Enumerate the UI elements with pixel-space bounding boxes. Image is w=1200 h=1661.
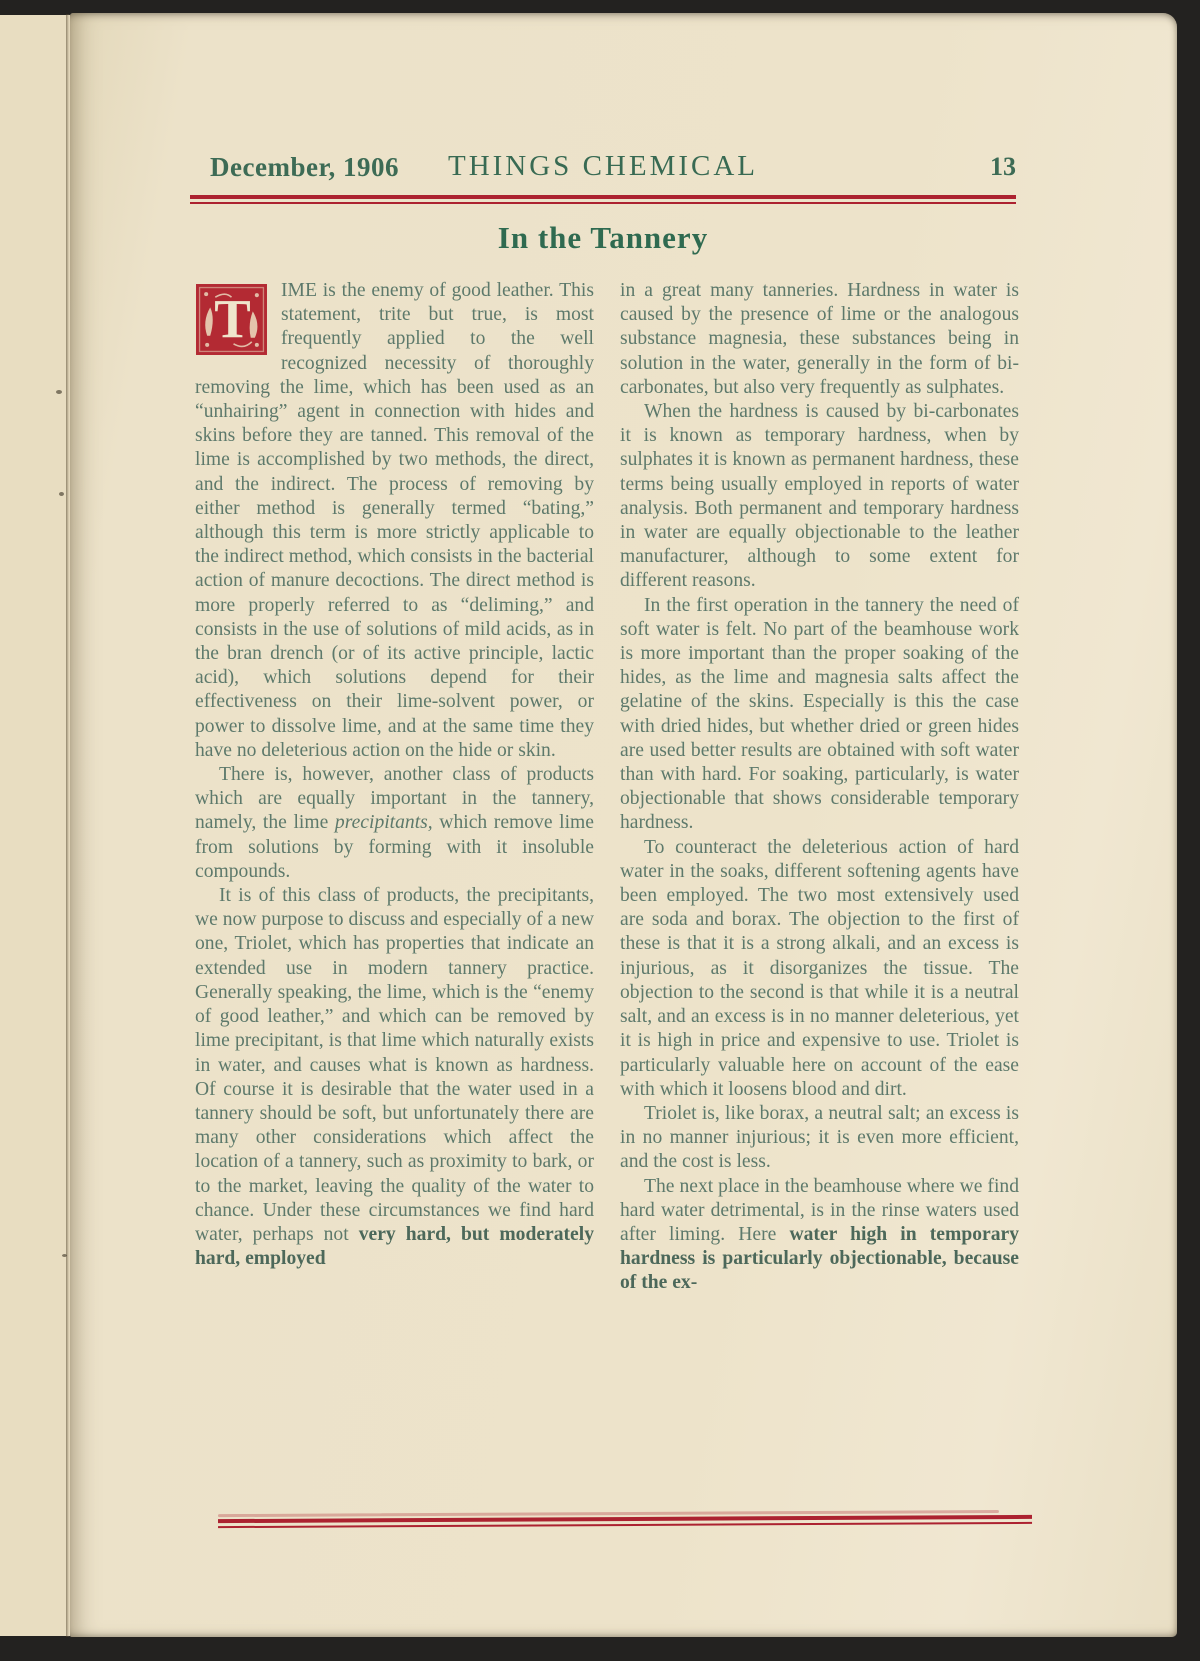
paragraph xyxy=(195,279,594,763)
paragraph xyxy=(620,400,1019,594)
rule-line-thick xyxy=(190,195,1016,199)
paragraph xyxy=(620,594,1019,836)
article-title: In the Tannery xyxy=(497,220,709,255)
paragraph xyxy=(620,836,1019,1102)
paragraph xyxy=(620,279,1019,400)
text-run: Triolet is, like borax, a neutral salt; an excess is in no manner injurious; it is even more efficient, and the cost is less. xyxy=(620,1102,1019,1173)
text-run: To counteract the deleterious action of hard water in the soaks, different softening agents have been employed. The two most extensively used are soda and borax. The objection to the first of these is that it is a strong alkali, and an excess is injurious, as it disorganizes the tissue. The objection to the second is that while it is a neutral salt, and an excess is in no manner deleterious, yet it is high in price and expensive to use. Triolet is particularly valuable here on account of the ease with which it loosens blood and dirt. xyxy=(620,836,1019,1100)
text-run: It is of this class of products, the precipitants, we now purpose to discuss and especially of a new one, Triolet, which has properties that indicate an extended use in modern tannery practice. Generally speaking, the lime, which is the “enemy of good leather,” and which can be removed by lime precipitant, is that lime which naturally exists in water, and causes what is known as hardness. Of course it is desirable that the water used in a tannery should be soft, but unfortunately there are many other considerations which affect the location of a tannery, such as proximity to bark, or to the market, leaving the quality of the water to chance. Under these circumstances we find hard water, perhaps not xyxy=(195,885,594,1245)
text-run: IME is the enemy of good leather. This statement, trite but true, is most frequently applied to the well recognized necessity of thoroughly removing the lime, which has been used as an “unhairing” agent in connection with hides and skins before they are tanned. This removal of the lime is accomplished by two methods, the direct, and the indirect. The process of removing by either method is generally termed “bating,” although this term is more strictly applicable to the indirect method, which consists in the bacterial action of manure decoctions. The direct method is more properly referred to as “deliming,” and consists in the use of solutions of mild acids, as in the bran drench (or of its active principle, lactic acid), which solutions depend for their effectiveness on their lime-solvent power, or power to dissolve lime, and at the same time they have no deleterious action on the hide or skin. xyxy=(195,280,594,761)
paragraph xyxy=(195,763,594,884)
column-right xyxy=(620,279,1019,1296)
column-left xyxy=(195,279,594,1296)
paper-speck xyxy=(62,1254,67,1257)
text-run: There is, however, another class of products which are equally important in the tannery, namely, the lime xyxy=(195,764,594,834)
paragraph xyxy=(195,884,594,1271)
text-run: In the first operation in the tannery the need of soft water is felt. No part of the beamhouse work is more important than the proper soaking of the hides, as the lime and magnesia salts affect the gelatine of the skins. Especially is this the case with dried hides, but whether dried or green hides are used better results are obtained with soft water than with hard. For soaking, particularly, is water objectionable that shows considerable temporary hardness. xyxy=(620,594,1019,834)
header-page-number: 13 xyxy=(990,152,1016,181)
rule-line-thin xyxy=(190,202,1016,204)
svg-text:T: T xyxy=(214,288,251,350)
text-run: precipitants, xyxy=(334,812,433,834)
text-run: which remove lime from solutions by forming with it insoluble compounds. xyxy=(195,812,594,882)
header-double-rule xyxy=(190,195,1016,204)
drop-cap-icon xyxy=(195,283,268,356)
text-run: When the hardness is caused by bi-carbonates it is known as temporary hardness, when by sulphates it is known as permanent hardness, these terms being usually employed in reports of water analysis. Both permanent and temporary hardness in water are equally objectionable to the leather manufacturer, although to some extent for different reasons. xyxy=(620,401,1019,592)
facing-page-edge xyxy=(0,15,70,1636)
paragraph xyxy=(620,1102,1019,1175)
paper-speck xyxy=(59,492,64,496)
header-issue-date: December, 1906 xyxy=(210,152,399,182)
text-run: in a great many tanneries. Hardness in water is caused by the presence of lime or the analogous substance magnesia, these substances being in solution in the water, generally in the form of bi-carbonates, but also very frequently as sulphates. xyxy=(620,280,1019,398)
drop-cap-ornament xyxy=(195,283,268,356)
paragraph xyxy=(620,1175,1019,1296)
footer-double-rule xyxy=(218,1510,1032,1528)
text-run: water high in temporary hardness is particularly objectionable, because of the ex- xyxy=(620,1223,1019,1294)
header-magazine-title: THINGS CHEMICAL xyxy=(447,150,759,182)
article-body xyxy=(195,279,1019,1296)
text-run: The next place in the beamhouse where we find hard water detrimental, is in the rinse waters used after liming. Here xyxy=(620,1175,1019,1245)
magazine-page xyxy=(70,13,1177,1637)
paper-speck xyxy=(56,390,62,394)
rule-line-thin xyxy=(218,1522,1032,1528)
text-run: very hard, but moderately hard, employed xyxy=(195,1223,594,1270)
